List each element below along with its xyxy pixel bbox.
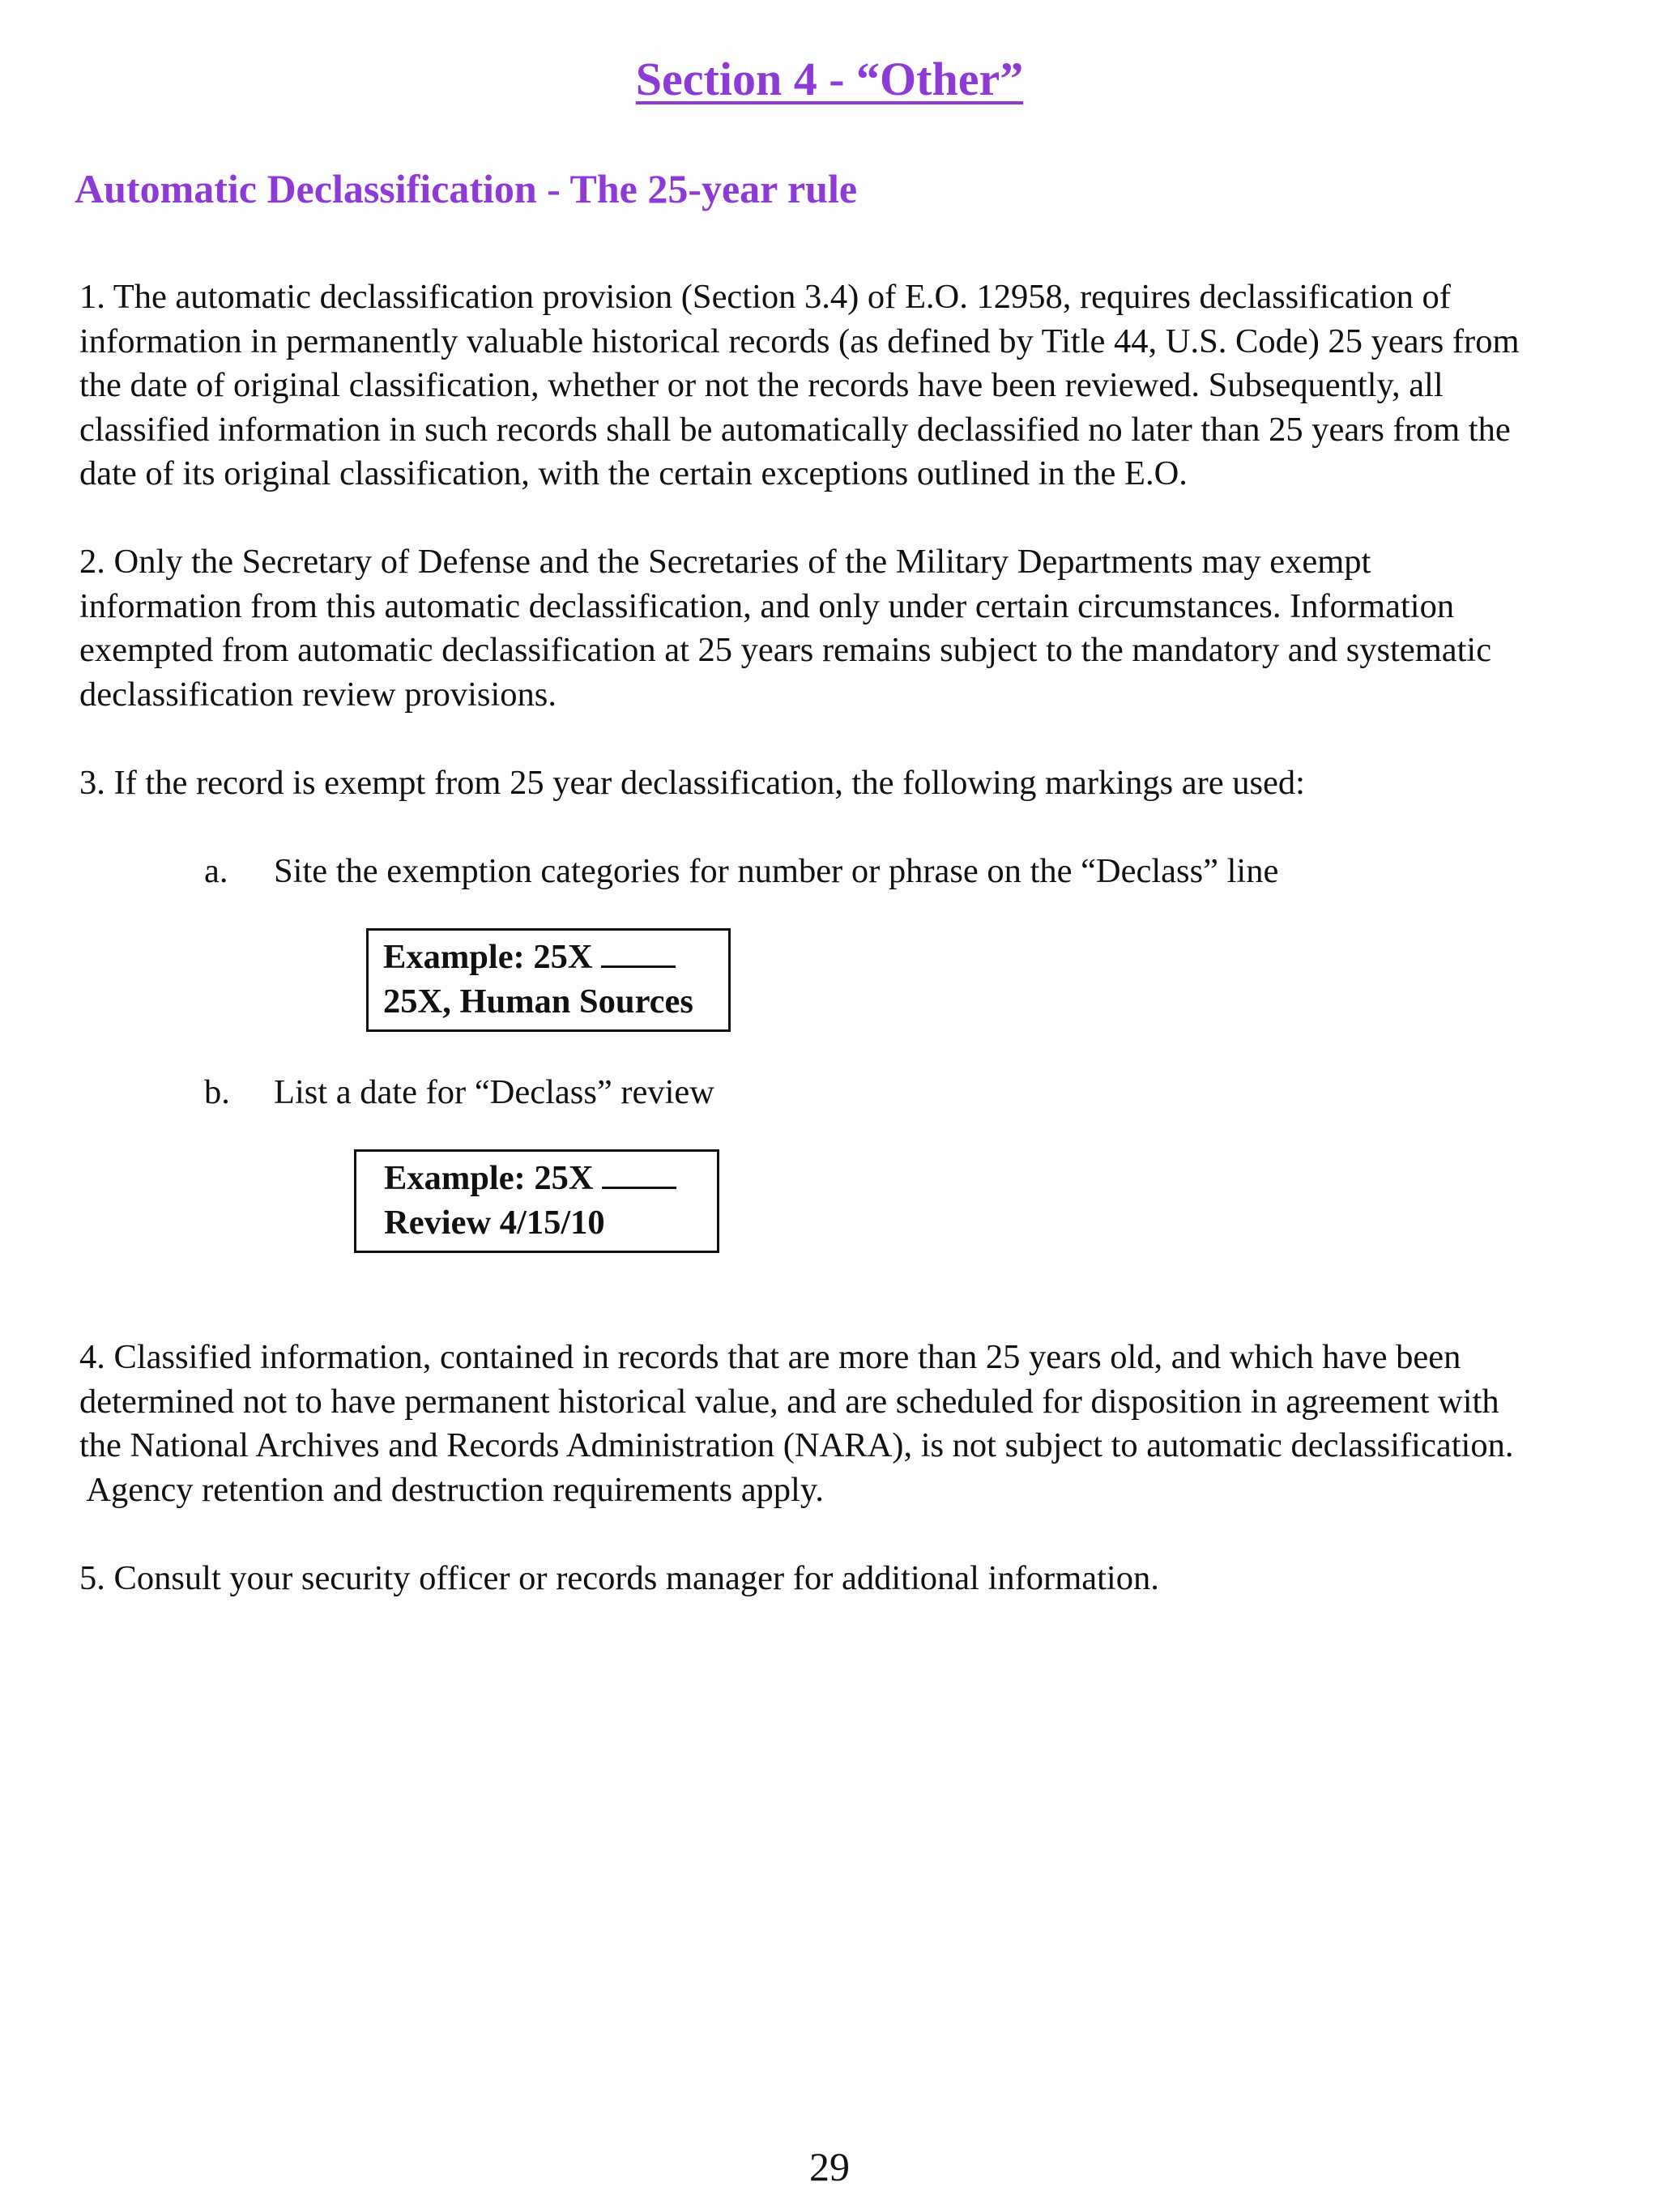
section-title-text: Section 4 - “Other” — [635, 53, 1024, 105]
paragraph-line: the date of original classification, whether or not the records have been reviewed. Subsequently, all — [79, 366, 1444, 404]
example-line-1 — [383, 936, 728, 980]
section-title — [0, 47, 1659, 112]
sub-item-letter: a. — [204, 852, 228, 890]
blank-fill-line — [601, 965, 676, 968]
paragraph-line: 1. The automatic declassification provision (Section 3.4) of E.O. 12958, requires declassification of — [79, 278, 1451, 316]
paragraph-line: Agency retention and destruction requirements apply. — [79, 1470, 824, 1509]
blank-fill-line — [602, 1187, 676, 1189]
paragraph-line: 5. Consult your security officer or records manager for additional information. — [79, 1559, 1159, 1597]
page-number: 29 — [809, 2144, 850, 2189]
example-label: Example: 25X — [384, 1159, 594, 1197]
paragraph-line: exempted from automatic declassification at 25 years remains subject to the mandatory and systematic — [79, 631, 1492, 669]
paragraph-5 — [79, 1557, 1635, 1601]
example-label: Example: 25X — [383, 938, 593, 976]
sub-item-text: Site the exemption categories for number or phrase on the “Declass” line — [274, 852, 1279, 890]
example-box-a — [366, 928, 731, 1032]
paragraph-1 — [79, 275, 1635, 497]
example-line-2: Review 4/15/10 — [384, 1203, 605, 1242]
paragraph-line: the National Archives and Records Administration (NARA), is not subject to automatic declassification. — [79, 1426, 1514, 1464]
paragraph-line: date of its original classification, with the certain exceptions outlined in the E.O. — [79, 454, 1188, 492]
example-line-2: 25X, Human Sources — [383, 982, 693, 1021]
paragraph-line: information from this automatic declassification, and only under certain circumstances. Information — [79, 586, 1455, 625]
paragraph-2 — [79, 540, 1635, 717]
paragraph-line: determined not to have permanent historical value, and are scheduled for disposition in agreement with — [79, 1382, 1499, 1421]
paragraph-line: declassification review provisions. — [79, 675, 557, 714]
paragraph-line: 2. Only the Secretary of Defense and the Secretaries of the Military Departments may exempt — [79, 543, 1371, 581]
example-box-b — [354, 1149, 719, 1253]
paragraph-line: information in permanently valuable historical records (as defined by Title 44, U.S. Code) 25 years from — [79, 322, 1520, 360]
sub-item-letter: b. — [204, 1073, 230, 1111]
paragraph-line: 4. Classified information, contained in records that are more than 25 years old, and which have been — [79, 1338, 1461, 1376]
paragraph-line: classified information in such records shall be automatically declassified no later than 25 years from the — [79, 410, 1511, 449]
example-line-1 — [384, 1157, 717, 1201]
subtitle: Automatic Declassification - The 25-year rule — [75, 166, 858, 211]
sub-item-text: List a date for “Declass” review — [274, 1073, 714, 1111]
paragraph-4 — [79, 1336, 1635, 1512]
paragraph-3 — [79, 761, 1635, 806]
paragraph-line: 3. If the record is exempt from 25 year declassification, the following markings are used: — [79, 764, 1305, 802]
